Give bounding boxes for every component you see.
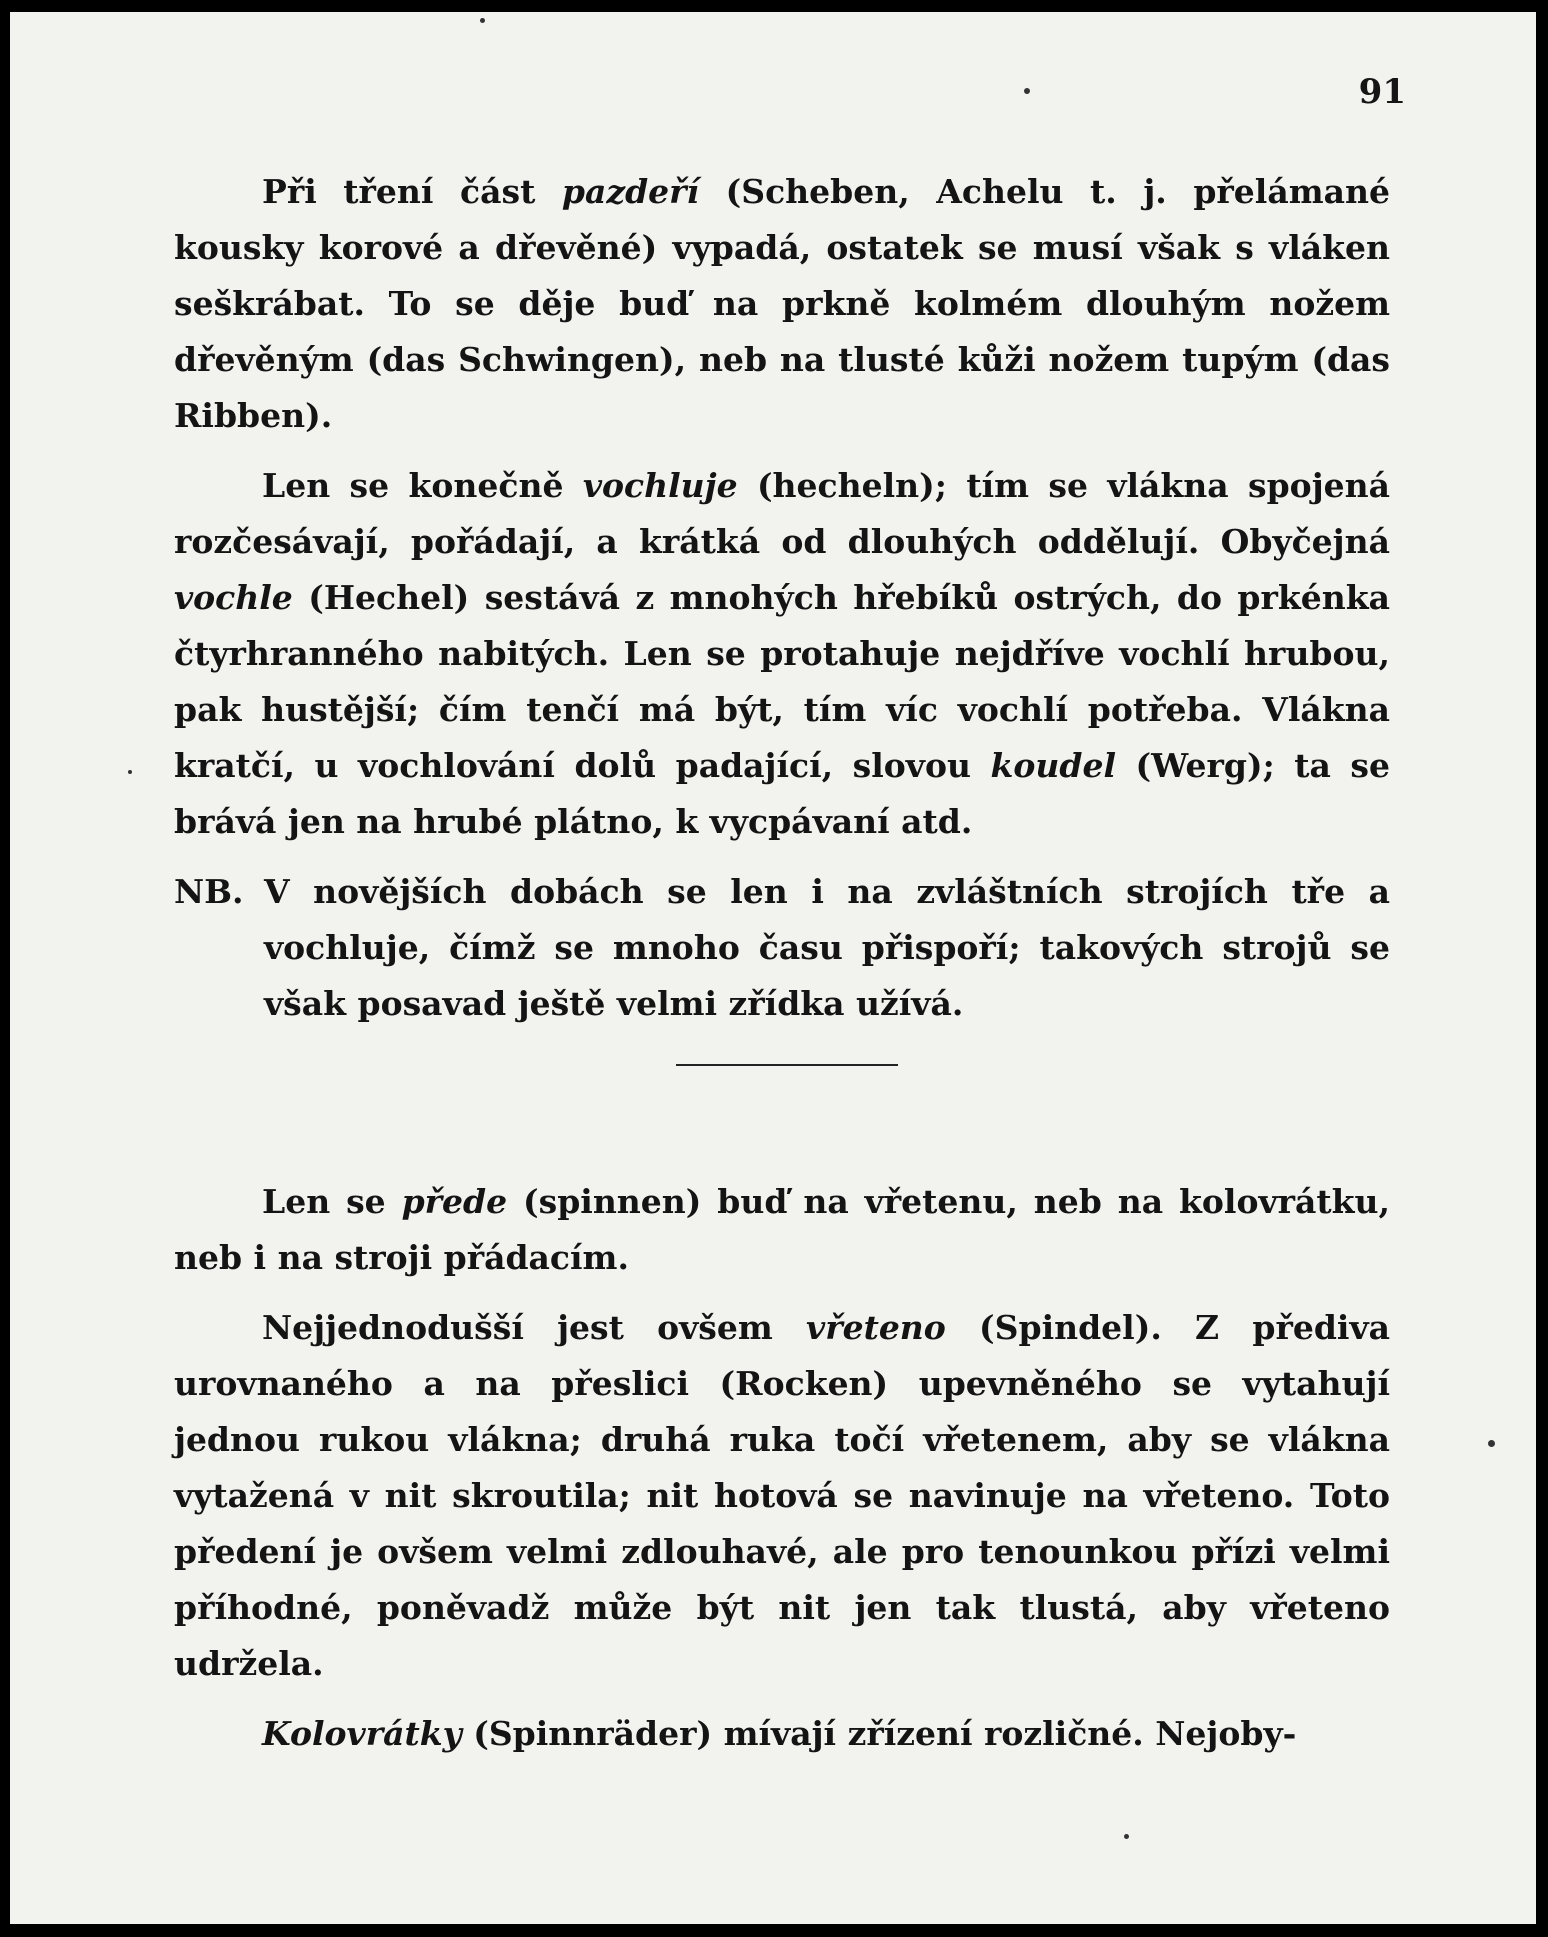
text-run: Nejjednodušší jest ovšem bbox=[262, 1308, 807, 1347]
text-run: (Hechel) sestává z mnohých hřebíků ostrých, do prkénka čtyrhranného nabitých. Len se protahuje nejdříve vochlí hrubou, pak hustější; čím tenčí má být, tím víc vochlí potřeba. Vlákna kratčí, u vochlování dolů padající, slovou bbox=[174, 578, 1390, 785]
scan-speck bbox=[1488, 1440, 1495, 1447]
text-run: (spinnen) buď na vřetenu, neb na kolovrátku, neb i na stroji přádacím. bbox=[174, 1182, 1390, 1277]
spacer bbox=[174, 444, 1390, 458]
term-vreteno: vřeteno bbox=[806, 1308, 946, 1347]
text-run: Při tření část bbox=[262, 172, 562, 211]
text-run: (Scheben, Achelu t. j. přelámané kousky korové a dřevěné) vypadá, ostatek se musí však s vláken seškrábat. To se děje buď na prkně kolmém dlouhým nožem dřevěným (das Schwingen), neb na tlusté kůži nožem tupým (das Ribben). bbox=[174, 172, 1390, 435]
scanned-page bbox=[10, 12, 1536, 1924]
paragraph-spinning-wheels bbox=[174, 1706, 1390, 1762]
scan-speck bbox=[1124, 1834, 1129, 1839]
spacer bbox=[174, 1692, 1390, 1706]
paragraph-scutching bbox=[174, 164, 1390, 444]
page-number: 91 bbox=[1358, 72, 1406, 112]
term-pazderi: pazdeří bbox=[561, 172, 700, 211]
note-nb bbox=[174, 864, 1390, 1032]
paragraph-spinning bbox=[174, 1174, 1390, 1286]
text-run: (hecheln); tím se vlákna spojená rozčesávají, pořádají, a krátká od dlouhých oddělují. Obyčejná bbox=[174, 466, 1391, 561]
term-vochluje: vochluje bbox=[582, 466, 738, 505]
term-prede: přede bbox=[401, 1182, 508, 1221]
paragraph-hackling bbox=[174, 458, 1390, 850]
term-kolovratky: Kolovrátky bbox=[262, 1714, 462, 1753]
spacer bbox=[174, 1066, 1390, 1174]
text-run: Len se konečně bbox=[262, 466, 583, 505]
spacer bbox=[174, 1286, 1390, 1300]
spacer bbox=[174, 850, 1390, 864]
scan-speck bbox=[128, 770, 132, 774]
paragraph-spindle bbox=[174, 1300, 1390, 1692]
text-run: (Werg); ta se brává jen na hrubé plátno, k vycpávaní atd. bbox=[174, 746, 1391, 841]
term-koudel: koudel bbox=[990, 746, 1116, 785]
term-vochle: vochle bbox=[174, 578, 293, 617]
body-text bbox=[174, 164, 1390, 1762]
text-run: Len se bbox=[262, 1182, 402, 1221]
text-run: (Spinnräder) mívají zřízení rozličné. Nejoby- bbox=[461, 1714, 1297, 1753]
scan-speck bbox=[1024, 88, 1030, 94]
text-run: (Spindel). Z přediva urovnaného a na přeslici (Rocken) upevněného se vytahují jednou rukou vlákna; druhá ruka točí vřetenem, aby se vlákna vytažená v nit skroutila; nit hotová se navinuje na vřeteno. Toto předení je ovšem velmi zdlouhavé, ale pro tenounkou přízi velmi příhodné, poněvadž může být nit jen tak tlustá, aby vřeteno udržela. bbox=[174, 1308, 1390, 1683]
note-label: NB. bbox=[174, 872, 244, 911]
note-text: V novějších dobách se len i na zvláštních strojích tře a vochluje, čímž se mnoho času přispoří; takových strojů se však posavad ještě velmi zřídka užívá. bbox=[264, 872, 1390, 1023]
scan-speck bbox=[480, 18, 485, 23]
